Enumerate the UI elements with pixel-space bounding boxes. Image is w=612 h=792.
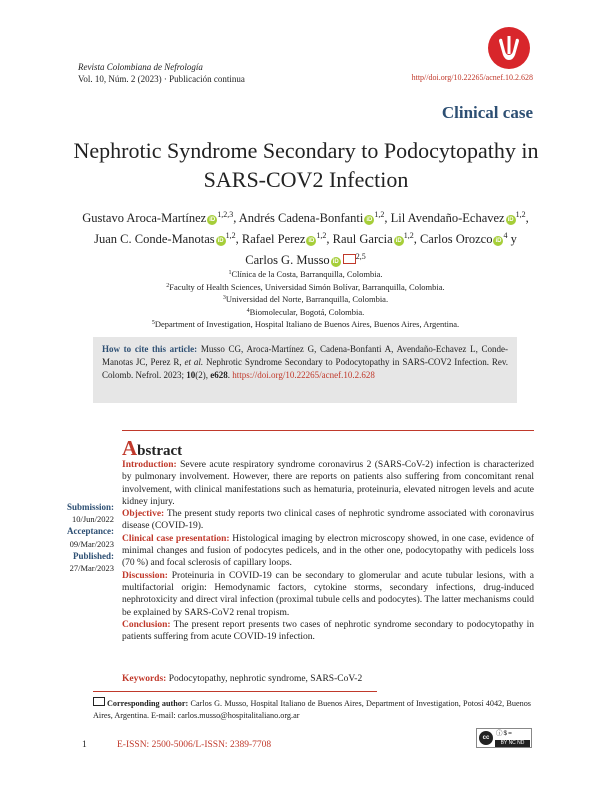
orcid-icon[interactable]: iD [332,259,339,265]
author-name: Gustavo Aroca-Martínez [82,211,207,225]
orcid-icon[interactable]: iD [495,238,502,244]
cite-text-4: . [227,370,233,380]
author-name: Andrés Cadena-Bonfanti [238,211,364,225]
affiliation-item [78,268,533,281]
acceptance-date: 09/Mar/2023 [69,538,114,549]
cite-text-3: (2), [195,370,211,380]
affiliation-item [78,318,533,331]
orcid-icon[interactable]: iD [209,217,216,223]
author-affiliation-sup: 1,2 [515,210,526,219]
journal-volume: Vol. 10, Núm. 2 (2023) · Publicación continua [78,74,245,84]
cite-volume: 10 [186,370,196,380]
orcid-icon[interactable]: iD [395,238,402,244]
affiliation-number: 4 [246,307,250,314]
journal-name: Revista Colombiana de Nefrología [78,62,203,72]
corresponding-text: Carlos G. Musso, Hospital Italiano de Buenos Aires, Department of Investigation, Potosí 4042, Buenos Aires, Argentina. E-mail: carlos.musso@hospitalitaliano.org.ar [93,699,531,720]
abstract-section-text: The present report presents two cases of nephrotic syndrome secondary to podocytopathy in patients suffering from acute COVID-19 infection. [122,619,534,643]
cite-etal: et al. [184,357,204,367]
author-name: Carlos G. Musso [245,253,330,267]
abstract-section [122,508,534,533]
license-terms: BY NC ND [495,740,530,747]
author-separator: , [235,232,242,246]
author-list [78,206,533,269]
abstract-section [122,619,534,644]
journal-logo [488,27,530,69]
author-affiliation-sup: 2,5 [355,252,366,261]
abstract-section-text: The present study reports two clinical cases of nephrotic syndrome associated with coronavirus disease (COVID-19). [122,509,534,532]
author-affiliation-sup: 1,2 [225,231,236,240]
author-separator: , [413,232,420,246]
corresponding-label: Corresponding author: [107,699,189,708]
abstract-section-text: Proteinuria in COVID-19 can be secondary to glomerular and acute tubular lesions, with a multifactorial origin: Hemodynamic factors, cytokine storms, secondary infections, drug-induced nephrotoxicity and direct viral infection (proximal tubule cells and podocytes). The latter mechanisms could be explained by SARS-CoV2 renal tropism. [122,570,534,618]
keywords [122,674,362,684]
published-date: 27/Mar/2023 [69,563,114,574]
orcid-icon[interactable]: iD [217,238,224,244]
abstract-section-heading: Discussion: [122,570,168,581]
abstract-section-heading: Clinical case presentation: [122,533,230,544]
cite-text: Musso CG, Aroca-Martínez G, Cadena-Bonfanti A, Avendaño-Echavez L, Conde-Manotas JC, Perez R, [102,344,508,367]
abstract-section-heading: Objective: [122,509,165,520]
author-separator: y [507,232,517,246]
abstract-section-text: Histological imaging by electron microscopy showed, in one case, evidence of minimal changes and fusion of podocytes pedicels, and in the other one, podocytopathy with pedicels loss (70 %) and focal sclerosis of capillary loops. [122,533,534,569]
orcid-icon[interactable]: iD [366,217,373,223]
published-label: Published: [72,550,114,561]
how-to-cite-box [93,337,517,403]
envelope-icon [93,697,105,706]
author-affiliation-sup: 1,2 [374,210,385,219]
abstract-section [122,459,534,508]
abstract-divider [122,430,534,431]
cc-icon: cc [479,731,493,745]
author-separator: , [384,211,391,225]
author-affiliation-sup: 1,2,3 [217,210,234,219]
submission-label: Submission: [66,502,114,512]
affiliations [78,268,533,331]
journal-header [78,61,245,85]
affiliation-item [78,293,533,306]
author-affiliation-sup: 1,2 [316,231,327,240]
author-name: Rafael Perez [241,232,306,246]
kidney-logo-icon [488,27,530,69]
abstract-section-heading: Introduction: [122,460,177,470]
email-icon[interactable] [343,254,356,264]
affiliation-item [78,281,533,294]
section-label: Clinical case [441,103,533,122]
affiliation-text: Biomolecular, Bogotá, Colombia. [249,306,365,317]
orcid-icon[interactable]: iD [308,238,315,244]
abstract-heading-rest: bstract [137,443,183,459]
cite-text-2: Nephrotic Syndrome Secondary to Podocytopathy in SARS-COV2 Infection. Rev. Colomb. Nefrol. 2023; [102,357,508,380]
submission-date: 10/Jun/2022 [71,514,114,525]
author-name: Juan C. Conde-Manotas [94,232,215,246]
author-affiliation-sup: 1,2 [403,231,414,240]
abstract-section [122,570,534,619]
page-number: 1 [82,740,87,750]
author-affiliation-sup: 4 [503,231,508,240]
abstract-heading [122,436,182,461]
article-dates [30,501,114,574]
cite-doi-link[interactable]: https://doi.org/10.22265/acnef.10.2.628 [232,370,375,380]
issn: E-ISSN: 2500-5006/L-ISSN: 2389-7708 [117,740,272,750]
author-separator: , [233,211,239,225]
author-name: Lil Avendaño-Echavez [390,211,505,225]
acceptance-label: Acceptance: [67,526,114,537]
keywords-label: Keywords: [122,674,167,684]
author-name: Raul Garcia [332,232,393,246]
abstract-body [122,459,534,643]
orcid-icon[interactable]: iD [507,217,514,223]
affiliation-text: Universidad del Norte, Barranquilla, Colombia. [225,294,389,305]
abstract-heading-cap: A [122,436,138,460]
author-separator: , [525,211,529,225]
affiliation-number: 2 [166,282,170,289]
abstract-section-text: Severe acute respiratory syndrome coronavirus 2 (SARS-CoV-2) infection is characterized by pulmonary involvement. However, there are reports on patients also suffering from concomitant renal involvement, with clinical manifestations such as hematuria, proteinuria, elevated nitrogen levels and acute kidney injury. [122,460,534,507]
cc-license-badge[interactable] [476,728,532,748]
affiliation-text: Clínica de la Costa, Barranquilla, Colombia. [231,269,383,279]
cite-eid: e628 [210,370,228,380]
article-title: Nephrotic Syndrome Secondary to Podocytopathy in SARS-COV2 Infection [73,138,539,192]
affiliation-number: 1 [228,270,232,276]
header-doi-link[interactable]: http//doi.org/10.22265/acnef.10.2.628 [411,73,533,82]
cite-label: How to cite this article: [102,344,198,354]
affiliation-number: 3 [222,295,226,302]
author-name: Carlos Orozco [419,232,493,246]
affiliation-text: Department of Investigation, Hospital Italiano de Buenos Aires, Buenos Aires, Argentina. [154,319,460,330]
affiliation-text: Faculty of Health Sciences, Universidad Simón Bolívar, Barranquilla, Colombia. [169,281,445,292]
license-icons: ⓘ$= [496,730,513,737]
affiliation-number: 5 [151,320,155,327]
author-separator: , [326,232,333,246]
keywords-text: Podocytopathy, nephrotic syndrome, SARS-CoV-2 [166,674,363,684]
affiliation-item [78,306,533,319]
corresponding-author [93,697,531,722]
abstract-section-heading: Conclusion: [122,619,171,630]
footer-divider [93,691,377,692]
abstract-section [122,533,534,570]
